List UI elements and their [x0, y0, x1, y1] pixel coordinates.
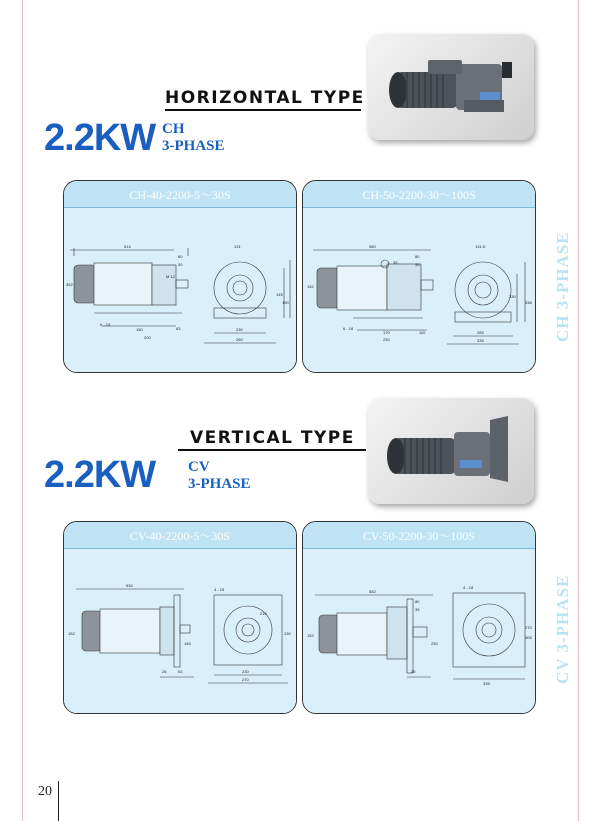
dim-length: 514	[124, 244, 131, 249]
dim-b: 35	[415, 262, 420, 267]
horizontal-series-label	[162, 121, 225, 155]
dimension-drawing-ch-40	[64, 208, 296, 373]
horizontal-side-label: CH 3-PHASE	[553, 231, 572, 342]
dim-b: 30	[178, 262, 183, 267]
dim-f: 335	[483, 681, 490, 686]
dim-j: 352	[66, 282, 73, 287]
horizontal-motor-photo	[368, 34, 534, 140]
dim-a: 80	[415, 254, 420, 259]
dim-i: 230	[431, 641, 438, 646]
dim-f: 230	[242, 669, 249, 674]
dim-j: 152	[307, 284, 314, 289]
model-name-cv-40: CV-40-2200-5～30S	[64, 522, 296, 549]
dim-m: 131.5	[475, 244, 486, 249]
dim-d: 150	[136, 327, 143, 332]
dim-m: 190	[282, 300, 289, 305]
model-name-cv-50: CV-50-2200-30～100S	[303, 522, 535, 549]
page-border-left	[22, 0, 23, 821]
dim-h: 230	[284, 631, 291, 636]
vertical-power-rating: 2.2KW	[44, 454, 156, 496]
dim-g: 265	[477, 330, 484, 335]
dim-c: 131	[234, 244, 241, 249]
dim-i: 6 - 15	[100, 322, 111, 327]
dim-k: M 12	[166, 274, 175, 279]
dim-length: 582	[369, 589, 376, 594]
dim-d: 170	[383, 330, 390, 335]
dim-d: 26	[162, 669, 167, 674]
dim-a: 60	[178, 254, 183, 259]
dim-f: 63	[176, 326, 181, 331]
vertical-series-phase: 3-PHASE	[188, 476, 251, 492]
dim-c: 210	[260, 611, 267, 616]
model-name-ch-40: CH-40-2200-5～30S	[64, 181, 296, 208]
horizontal-type-title: HORIZONTAL TYPE	[165, 88, 365, 108]
dim-h: 152	[307, 633, 314, 638]
dim-d: 25	[411, 669, 416, 674]
dimension-drawing-cv-40	[64, 549, 296, 714]
vertical-side-label: CV 3-PHASE	[553, 574, 572, 684]
horizontal-power-rating: 2.2KW	[44, 117, 156, 159]
page-border-right	[578, 0, 579, 821]
dim-a: 4 - 15	[214, 587, 225, 592]
dim-i: 6 - 18	[343, 326, 354, 331]
dimension-drawing-cv-50	[303, 549, 535, 714]
dim-e: 63	[178, 669, 183, 674]
horizontal-series-phase: 3-PHASE	[162, 138, 225, 154]
model-panel-ch-40	[63, 180, 297, 373]
vertical-motor-photo	[368, 398, 534, 504]
dim-h: 335	[477, 338, 484, 343]
dim-e: 230	[383, 337, 390, 342]
dim-h: 260	[236, 337, 243, 342]
dim-g: 230	[236, 327, 243, 332]
page-number: 20	[38, 784, 52, 799]
dim-length: 580	[369, 244, 376, 249]
dim-b: 145	[184, 641, 191, 646]
model-name-ch-50: CH-50-2200-30～100S	[303, 181, 535, 208]
vertical-series-code: CV	[188, 459, 210, 475]
model-panel-cv-50	[302, 521, 536, 714]
dim-g: 270	[242, 677, 249, 682]
dim-i: 152	[68, 631, 75, 636]
dim-length: 534	[126, 583, 133, 588]
dimension-drawing-ch-50	[303, 208, 535, 373]
dim-b: 80	[415, 599, 420, 604]
vertical-type-rule	[178, 449, 366, 451]
horizontal-series-code: CH	[162, 121, 185, 137]
dim-g: 305	[525, 635, 532, 640]
vertical-series-label	[188, 459, 251, 493]
dim-a: 4 - 18	[463, 585, 474, 590]
model-panel-cv-40	[63, 521, 297, 714]
dim-f: 110	[419, 330, 426, 335]
vertical-type-title: VERTICAL TYPE	[190, 428, 355, 448]
dim-e: 200	[144, 335, 151, 340]
model-panel-ch-50	[302, 180, 536, 373]
dim-k: 338	[525, 300, 532, 305]
horizontal-type-rule	[165, 109, 361, 111]
dim-l: 230	[509, 294, 516, 299]
dim-c: 35	[393, 260, 398, 265]
dim-e: 270	[525, 625, 532, 630]
page-number-rule	[58, 781, 59, 821]
dim-l: 145	[276, 292, 283, 297]
dim-c: 35	[415, 607, 420, 612]
